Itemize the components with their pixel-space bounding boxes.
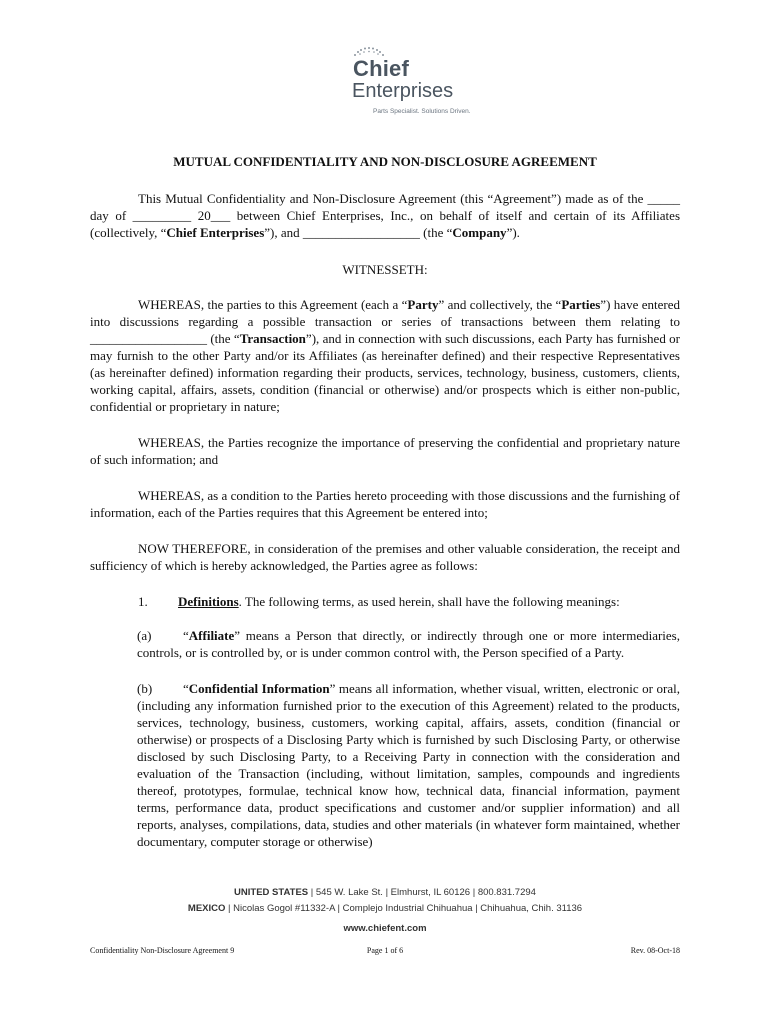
definition-b-open-quote: “ [183,681,189,696]
party-term: Party [407,297,439,312]
footer-us-address [0,885,770,901]
footer-document-name: Confidentiality Non-Disclosure Agreement 9 [90,946,235,955]
footer-revision: Rev. 08-Oct-18 [630,946,680,955]
whereas1-text-d: ”), and in connection with such discussions, each Party has furnished or may furnish to the other Party and/or its Affiliates (as hereinafter defined) and their respective Representatives (as hereinafter defined) information regarding their products, services, technology, business, customers, clients, working capital, affairs, assets, condition (financial or otherwise) and/or prospects which is either non-public, confidential or proprietary in nature; [90,331,681,414]
section-1-text: . The following terms, as used herein, shall have the following meanings: [238,594,620,609]
section-1-number: 1. [138,594,148,609]
definition-a-text: ” means a Person that directly, or indirectly through one or more intermediaries, controls, or is controlled by, or is under common control with, the Person specified of a Party. [137,628,680,660]
logo-tagline: Parts Specialist. Solutions Driven. [373,108,471,115]
logo-line-1: Chief [353,56,409,81]
definition-a [137,627,680,661]
definition-b-text: ” means all information, whether visual, written, electronic or oral, (including any information furnished prior to the execution of this Agreement) related to the products, services, technology, business, customers, working capital, affairs, assets, condition (financial or otherwise) or prospects of a Disclosing Party which is furnished by such Disclosing Party, or otherwise disclosed by such Disclosing Party, to a Receiving Party in connection with the consideration and evaluation of the Transaction (including, without limitation, samples, compounds and ingredients thereof, prototypes, formulae, technical know how, technical data, financial information, payment terms, performance data, product specifications and customer and/or supplier information) and all reports, analyses, compilations, data, studies and other materials (in whatever form maintained, whether documentary, computer storage or otherwise) [137,681,680,849]
intro-text-1: This Mutual Confidentiality and Non-Disclosure Agreement (this “Agreement”) made as of the _____ day of _________ 20___ between Chief Enterprises, Inc., on behalf of itself and certain of its Affiliates (collectively, “ [90,191,680,240]
intro-paragraph [90,190,680,241]
footer-mx-text: | Nicolas Gogol #11332-A | Complejo Industrial Chihuahua | Chihuahua, Chih. 31136 [225,903,583,914]
whereas-paragraph-2: WHEREAS, the Parties recognize the importance of preserving the confidential and proprietary nature of such information; and [90,435,680,467]
witnesseth-heading: WITNESSETH: [342,262,428,277]
now-therefore-paragraph: NOW THEREFORE, in consideration of the premises and other valuable consideration, the receipt and sufficiency of which is hereby acknowledged, the Parties agree as follows: [90,541,680,573]
whereas-paragraph-3: WHEREAS, as a condition to the Parties hereto proceeding with those discussions and the furnishing of information, each of the Parties requires that this Agreement be entered into; [90,488,680,520]
intro-text-3: ”). [506,225,520,240]
parties-term: Parties [561,297,601,312]
whereas1-text-a: WHEREAS, the parties to this Agreement (each a “ [138,297,408,312]
document-title: MUTUAL CONFIDENTIALITY AND NON-DISCLOSURE AGREEMENT [173,154,597,169]
section-1-title: Definitions [178,594,239,609]
affiliate-term: Affiliate [188,628,235,643]
whereas1-text-c: ”) have entered into discussions regarding a possible transaction or series of transactions between them relating to __________________ (the “ [90,297,680,346]
footer-page-number: Page 1 of 6 [366,946,404,955]
footer-mx-address [0,901,770,917]
confidential-information-term: Confidential Information [188,681,330,696]
company-logo [340,44,470,120]
intro-company-term: Company [452,225,507,240]
intro-chief-term: Chief Enterprises [166,225,265,240]
footer-us-text: | 545 W. Lake St. | Elmhurst, IL 60126 | 800.831.7294 [308,887,536,898]
intro-text-2: ”), and __________________ (the “ [264,225,453,240]
footer-mx-label: MEXICO [187,903,226,914]
footer-us-label: UNITED STATES [234,887,309,898]
definition-a-label: (a) [137,628,152,643]
footer-website-link[interactable]: www.chiefent.com [343,923,427,934]
logo-line-2: Enterprises [352,80,454,102]
whereas-paragraph-1 [90,296,680,415]
definition-b [137,680,680,850]
section-1-heading [90,593,680,610]
whereas1-text-b: ” and collectively, the “ [438,297,562,312]
definition-b-label: (b) [137,681,153,696]
definition-a-open-quote: “ [183,628,189,643]
transaction-term: Transaction [239,331,306,346]
